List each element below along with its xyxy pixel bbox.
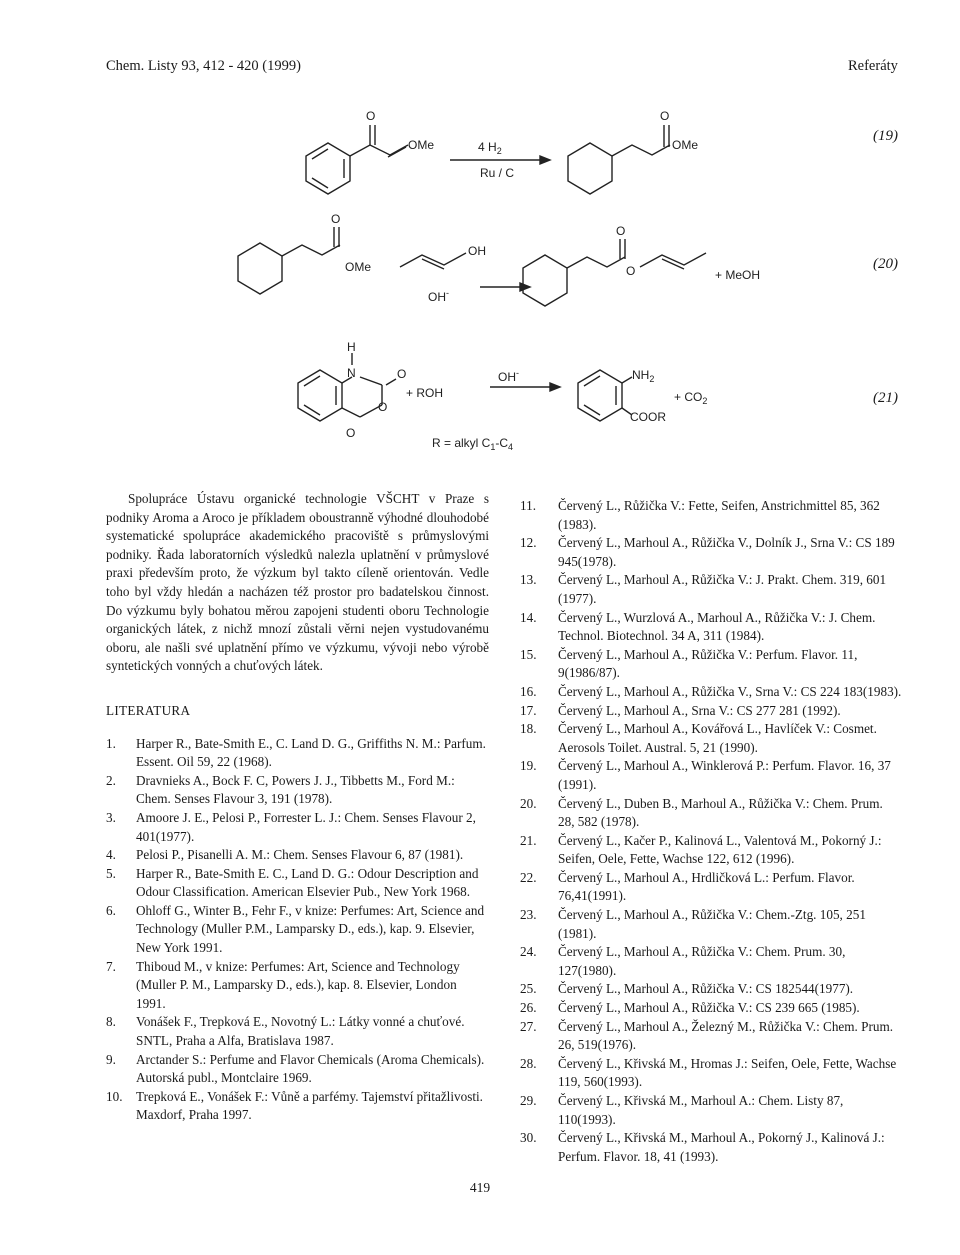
reference-list-left: [106, 735, 489, 1125]
reference-item: [520, 571, 902, 608]
left-column: [106, 490, 489, 1125]
eq19-catalyst: Ru / C: [480, 166, 515, 180]
reference-number: 4.: [106, 847, 116, 863]
reference-text: Červený L., Marhoul A., Kovářová L., Havlíček V.: Cosmet. Aerosols Toilet. Austral. 5, 21 (1990).: [558, 721, 877, 755]
reference-item: [520, 497, 902, 534]
reference-text: Arctander S.: Perfume and Flavor Chemicals (Aroma Chemicals). Autorská publ., Montclaire 1969.: [136, 1051, 485, 1086]
eq20-base: OH-: [428, 288, 449, 304]
reference-text: Červený L., Marhoul A., Železný M., Růžička V.: Chem. Prum. 26, 519(1976).: [558, 1018, 894, 1053]
eq20-o-ester: O: [331, 212, 341, 226]
eq19-o-reactant: O: [366, 109, 376, 123]
reference-text: Červený L., Marhoul A., Růžička V.: CS 182544(1977).: [558, 981, 854, 997]
reference-item: [520, 999, 902, 1018]
reference-number: 12.: [520, 535, 537, 551]
reference-number: 22.: [520, 869, 537, 885]
reference-text: Červený L., Marhoul A., Růžička V.: Chem. Prum. 30, 127(1980).: [558, 944, 846, 978]
reference-item: [106, 902, 489, 958]
reference-text: Harper R., Bate-Smith E. C., Land D. G.: Odour Description and Odour Classification. American Elsevier Pub., New York 1968.: [136, 865, 479, 900]
reaction-schemes: [200, 95, 940, 470]
page-number: 419: [469, 1180, 491, 1195]
eq19-cyclohexane-ring: [568, 143, 612, 194]
reference-text: Trepková E., Vonášek F.: Vůně a parfémy. Tajemství přitažlivosti. Maxdorf, Praha 1997.: [136, 1088, 483, 1123]
eq20-cyclohexane-ring: [238, 243, 282, 294]
reference-number: 28.: [520, 1055, 537, 1071]
reference-text: Červený L., Kačer P., Kalinová L., Valentová M., Pokorný J.: Seifen, Oele, Fette, Wachse 122, 612 (1996).: [558, 832, 882, 867]
eq21-amine: $NH_2$: [632, 368, 655, 384]
reference-item: [520, 832, 902, 869]
reference-text: Thiboud M., v knize: Perfumes: Art, Science and Technology (Muller P. M., Lamparsky D., eds.), kap. 8. Elsevier, London 1991.: [136, 958, 460, 1011]
right-column: [520, 497, 902, 1166]
reference-text: Červený L., Křivská M., Marhoul A., Pokorný J., Kalinová J.: Perfum. Flavor. 18, 41 (1993).: [558, 1130, 885, 1164]
reference-item: [520, 906, 902, 943]
reference-number: 19.: [520, 758, 537, 774]
reference-number: 27.: [520, 1018, 537, 1034]
reference-text: Dravnieks A., Bock F. C, Powers J. J., Tibbetts M., Ford M.: Chem. Senses Flavour 3, 191 (1978).: [136, 772, 455, 807]
reference-number: 16.: [520, 683, 537, 699]
eq20-byproduct: + MeOH: [715, 268, 761, 282]
reference-text: Červený L., Duben B., Marhoul A., Růžička V.: Chem. Prum. 28, 582 (1978).: [558, 795, 883, 830]
reference-text: Červený L., Marhoul A., Růžička V., Dolník J., Srna V.: CS 189 945(1978).: [558, 535, 895, 569]
reference-text: Červený L., Marhoul A., Srna V.: CS 277 281 (1992).: [558, 702, 841, 718]
reference-item: [520, 609, 902, 646]
reference-number: 25.: [520, 981, 537, 997]
reference-item: [106, 1051, 489, 1088]
reference-number: 21.: [520, 832, 537, 848]
reference-number: 13.: [520, 572, 537, 588]
reference-number: 7.: [106, 958, 116, 974]
reference-item: [520, 1129, 902, 1166]
eq20-product-ring: [523, 255, 567, 306]
eq21-o-top: O: [397, 367, 407, 381]
equation-number-20: (20): [873, 256, 898, 272]
reference-text: Amoore J. E., Pelosi P., Forrester L. J.: Chem. Senses Flavour 2, 401(1977).: [136, 809, 476, 844]
reference-number: 23.: [520, 907, 537, 923]
reference-number: 8.: [106, 1014, 116, 1030]
reference-number: 26.: [520, 1000, 537, 1016]
reference-text: Ohloff G., Winter B., Fehr F., v knize: Perfumes: Art, Science and Technology (Muller P.M., Lamparsky D., eds.), kap. 9. Elsevier, New York 1991.: [136, 902, 485, 956]
reference-text: Pelosi P., Pisanelli A. M.: Chem. Senses Flavour 6, 87 (1981).: [136, 847, 464, 863]
reference-number: 2.: [106, 772, 116, 788]
reference-number: 20.: [520, 795, 537, 811]
running-header-section: Referáty: [848, 58, 898, 74]
reference-number: 29.: [520, 1093, 537, 1108]
eq21-reagent: + ROH: [406, 386, 444, 400]
reference-item: [106, 1013, 489, 1050]
reference-text: Červený L., Wurzlová A., Marhoul A., Růžička V.: J. Chem. Technol. Biotechnol. 34 A, 311 (1984).: [558, 609, 876, 644]
reference-text: Červený L., Marhoul A., Růžička V.: J. Prakt. Chem. 319, 601 (1977).: [558, 572, 887, 606]
reference-text: Červený L., Marhoul A., Winklerová P.: Perfum. Flavor. 16, 37 (1991).: [558, 758, 891, 792]
reference-item: [520, 869, 902, 906]
reference-item: [520, 646, 902, 683]
eq21-o-ring: O: [378, 400, 388, 414]
eq20-product-o: O: [626, 264, 636, 278]
reference-number: 9.: [106, 1051, 116, 1067]
eq21-n: N: [347, 366, 356, 380]
reference-number: 5.: [106, 865, 116, 881]
reference-text: Červený L., Křivská M., Marhoul A.: Chem. Listy 87, 110(1993).: [558, 1093, 844, 1127]
reference-item: [106, 865, 489, 902]
reference-item: [106, 772, 489, 809]
reference-item: [520, 1055, 902, 1092]
eq21-base: OH-: [498, 368, 519, 384]
equation-number-19: (19): [873, 128, 898, 144]
reference-item: [106, 958, 489, 1014]
eq21-co2: + $CO_2$: [674, 390, 708, 406]
reference-item: [106, 809, 489, 846]
reference-item: [520, 1018, 902, 1055]
reference-number: 15.: [520, 646, 537, 662]
reference-text: Červený L., Marhoul A., Růžička V.: Perfum. Flavor. 11, 9(1986/87).: [558, 646, 858, 681]
reference-item: [106, 735, 489, 772]
reference-item: [520, 720, 902, 757]
eq19-o-product: O: [660, 109, 670, 123]
section-title-literatura: LITERATURA: [106, 702, 191, 718]
eq20-alcohol-oh: OH: [468, 244, 486, 258]
eq20-ester-ome: OMe: [345, 260, 372, 274]
reference-item: [106, 1088, 489, 1125]
reference-text: Červený L., Marhoul A., Růžička V., Srna V.: CS 224 183(1983).: [558, 683, 902, 699]
reference-item: [520, 683, 902, 702]
reference-item: [520, 534, 902, 571]
reference-number: 17.: [520, 702, 537, 718]
reference-item: [106, 846, 489, 865]
reference-item: [520, 702, 902, 721]
reference-text: Červený L., Marhoul A., Hrdličková L.: Perfum. Flavor. 76,41(1991).: [558, 869, 855, 904]
reference-text: Červený L., Růžička V.: Fette, Seifen, Anstrichmittel 85, 362 (1983).: [558, 498, 880, 532]
reference-item: [520, 943, 902, 980]
reference-number: 11.: [520, 498, 536, 513]
reference-text: Červený L., Křivská M., Hromas J.: Seifen, Oele, Fette, Wachse 119, 560(1993).: [558, 1055, 897, 1090]
eq21-h: H: [347, 340, 356, 354]
reference-item: [520, 757, 902, 794]
closing-paragraph: Spolupráce Ústavu organické technologie VŠCHT v Praze s podniky Aroma a Aroco je příkladem oboustranně výhodné dlouhodobé systematické spolupráce akademického pracoviště s průmyslovými podniky. Řada laboratorních výsledků nalezla uplatnění v průmyslové praxi především proto, že výzkum byl takto cíleně orientován. Vedle toho byl vždy hledán a nacházen též prostor pro badatelskou činnost. Do výzkumu byly bohatou měrou zapojeni studenti oboru Technologie organických látek, z nichž mnozí zůstali věrni nejen vystudovanému oboru, ale našli své uplatnění přímo ve výzkumu, vývoji nebo výrobě syntetických vonných a chuťových látek.: [106, 491, 489, 674]
eq19-reactant-ome: OMe: [408, 138, 435, 152]
reference-number: 18.: [520, 721, 537, 737]
reference-item: [520, 980, 902, 999]
reference-number: 6.: [106, 902, 116, 918]
eq19-product-ome: OMe: [672, 138, 699, 152]
reference-list-right: [520, 497, 902, 1166]
eq20-o-carbonyl: O: [616, 224, 626, 238]
reference-item: [520, 795, 902, 832]
reference-number: 24.: [520, 944, 537, 960]
equation-number-21: (21): [873, 390, 898, 406]
eq19-reagent: 4 $H_2$: [478, 140, 502, 156]
reference-number: 30.: [520, 1130, 537, 1146]
reference-item: [520, 1092, 902, 1129]
eq21-r-definition: R = alkyl $C_1-C_4$: [432, 436, 514, 452]
reference-number: 10.: [106, 1088, 123, 1104]
reference-number: 3.: [106, 809, 116, 825]
running-header-journal: Chem. Listy 93, 412 - 420 (1999): [106, 58, 301, 74]
eq21-ester: COOR: [630, 410, 666, 424]
reference-text: Vonášek F., Trepková E., Novotný L.: Látky vonné a chuťové. SNTL, Praha a Alfa, Bratislava 1987.: [136, 1014, 465, 1049]
reference-text: Červený L., Marhoul A., Růžička V.: CS 239 665 (1985).: [558, 1000, 860, 1016]
reference-text: Červený L., Marhoul A., Růžička V.: Chem.-Ztg. 105, 251 (1981).: [558, 907, 866, 941]
reference-number: 1.: [106, 735, 116, 751]
reference-number: 14.: [520, 609, 537, 625]
eq21-o-bottom: O: [346, 426, 356, 440]
reference-text: Harper R., Bate-Smith E., C. Land D. G., Griffiths N. M.: Parfum. Essent. Oil 59, 22 (1968).: [136, 735, 486, 770]
